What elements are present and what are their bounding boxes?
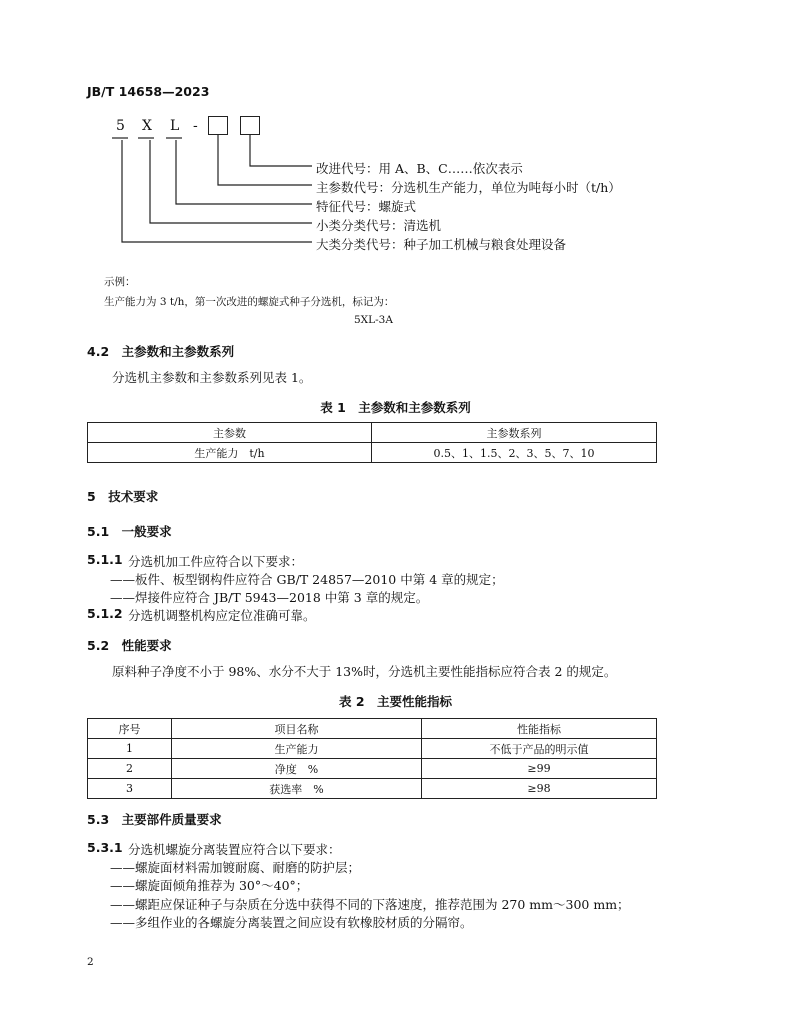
section-5-3-1-text: 分选机螺旋分离装置应符合以下要求： — [128, 842, 341, 857]
table-row — [88, 759, 657, 779]
code-label-subclass: 小类分类代号：清选机 — [316, 218, 442, 233]
example-text: 生产能力为 3 t/h，第一次改进的螺旋式种子分选机，标记为： — [104, 296, 395, 308]
table-header-cell: 主参数 — [88, 423, 372, 443]
table-cell: 净度 % — [172, 759, 422, 779]
table-cell: 不低于产品的明示值 — [422, 739, 657, 759]
code-char-5: 5 — [116, 118, 125, 134]
section-5-2-text: 原料种子净度不小于 98%、水分不大于 13%时，分选机主要性能指标应符合表 2 的规定。 — [112, 664, 617, 679]
section-5-3-heading: 5.3 主要部件质量要求 — [87, 812, 222, 827]
page-number: 2 — [87, 956, 94, 968]
table-header-cell: 性能指标 — [422, 719, 657, 739]
example-title: 示例： — [104, 276, 136, 288]
section-5-1-2-text: 分选机调整机构应定位准确可靠。 — [128, 608, 316, 623]
code-label-revision: 改进代号：用 A、B、C……依次表示 — [316, 161, 523, 176]
table-header-cell: 主参数系列 — [372, 423, 657, 443]
list-item: ——焊接件应符合 JB/T 5943—2018 中第 3 章的规定。 — [110, 590, 429, 605]
code-label-feature: 特征代号：螺旋式 — [316, 199, 417, 214]
list-item: ——板件、板型钢构件应符合 GB/T 24857—2010 中第 4 章的规定； — [110, 572, 504, 587]
table-cell: 生产能力 t/h — [88, 443, 372, 463]
table-row — [88, 779, 657, 799]
section-5-2-heading: 5.2 性能要求 — [87, 638, 172, 653]
document-header: JB/T 14658—2023 — [87, 84, 210, 99]
table-1 — [87, 422, 657, 463]
code-label-class: 大类分类代号：种子加工机械与粮食处理设备 — [316, 237, 567, 252]
list-item: ——多组作业的各螺旋分离装置之间应设有软橡胶材质的分隔帘。 — [110, 915, 473, 930]
section-5-heading: 5 技术要求 — [87, 489, 159, 504]
table-cell: 生产能力 — [172, 739, 422, 759]
table-cell: 获选率 % — [172, 779, 422, 799]
table-row — [88, 739, 657, 759]
table-cell: ≥98 — [422, 779, 657, 799]
table-row — [88, 443, 657, 463]
section-5-1-2-number: 5.1.2 — [87, 606, 123, 621]
list-item: ——螺旋面材料需加镀耐腐、耐磨的防护层； — [110, 860, 361, 875]
table-1-caption: 表 1 主参数和主参数系列 — [320, 400, 471, 415]
table-cell: 3 — [88, 779, 172, 799]
table-cell: 1 — [88, 739, 172, 759]
table-2 — [87, 718, 657, 799]
code-char-x: X — [142, 118, 152, 134]
table-header-cell: 序号 — [88, 719, 172, 739]
table-2-caption: 表 2 主要性能指标 — [338, 694, 453, 709]
section-5-3-1-number: 5.3.1 — [87, 840, 123, 855]
section-4-2-text: 分选机主参数和主参数系列见表 1。 — [112, 370, 312, 385]
table-header-cell: 项目名称 — [172, 719, 422, 739]
section-5-1-1-number: 5.1.1 — [87, 552, 123, 567]
list-item: ——螺旋面倾角推荐为 30°～40°； — [110, 878, 309, 893]
code-label-main-param: 主参数代号：分选机生产能力，单位为吨每小时（t/h） — [316, 180, 621, 195]
table-cell: 2 — [88, 759, 172, 779]
code-char-dash: - — [193, 118, 198, 134]
code-char-l: L — [170, 118, 180, 134]
section-5-1-1-text: 分选机加工件应符合以下要求： — [128, 554, 304, 569]
section-5-1-heading: 5.1 一般要求 — [87, 524, 172, 539]
section-4-2-heading: 4.2 主参数和主参数系列 — [87, 344, 235, 359]
example-mark: 5XL-3A — [354, 314, 393, 326]
table-row — [88, 719, 657, 739]
list-item: ——螺距应保证种子与杂质在分选中获得不同的下落速度，推荐范围为 270 mm～300 mm； — [110, 897, 630, 912]
table-row — [88, 423, 657, 443]
table-cell: 0.5、1、1.5、2、3、5、7、10 — [372, 443, 657, 463]
table-cell: ≥99 — [422, 759, 657, 779]
